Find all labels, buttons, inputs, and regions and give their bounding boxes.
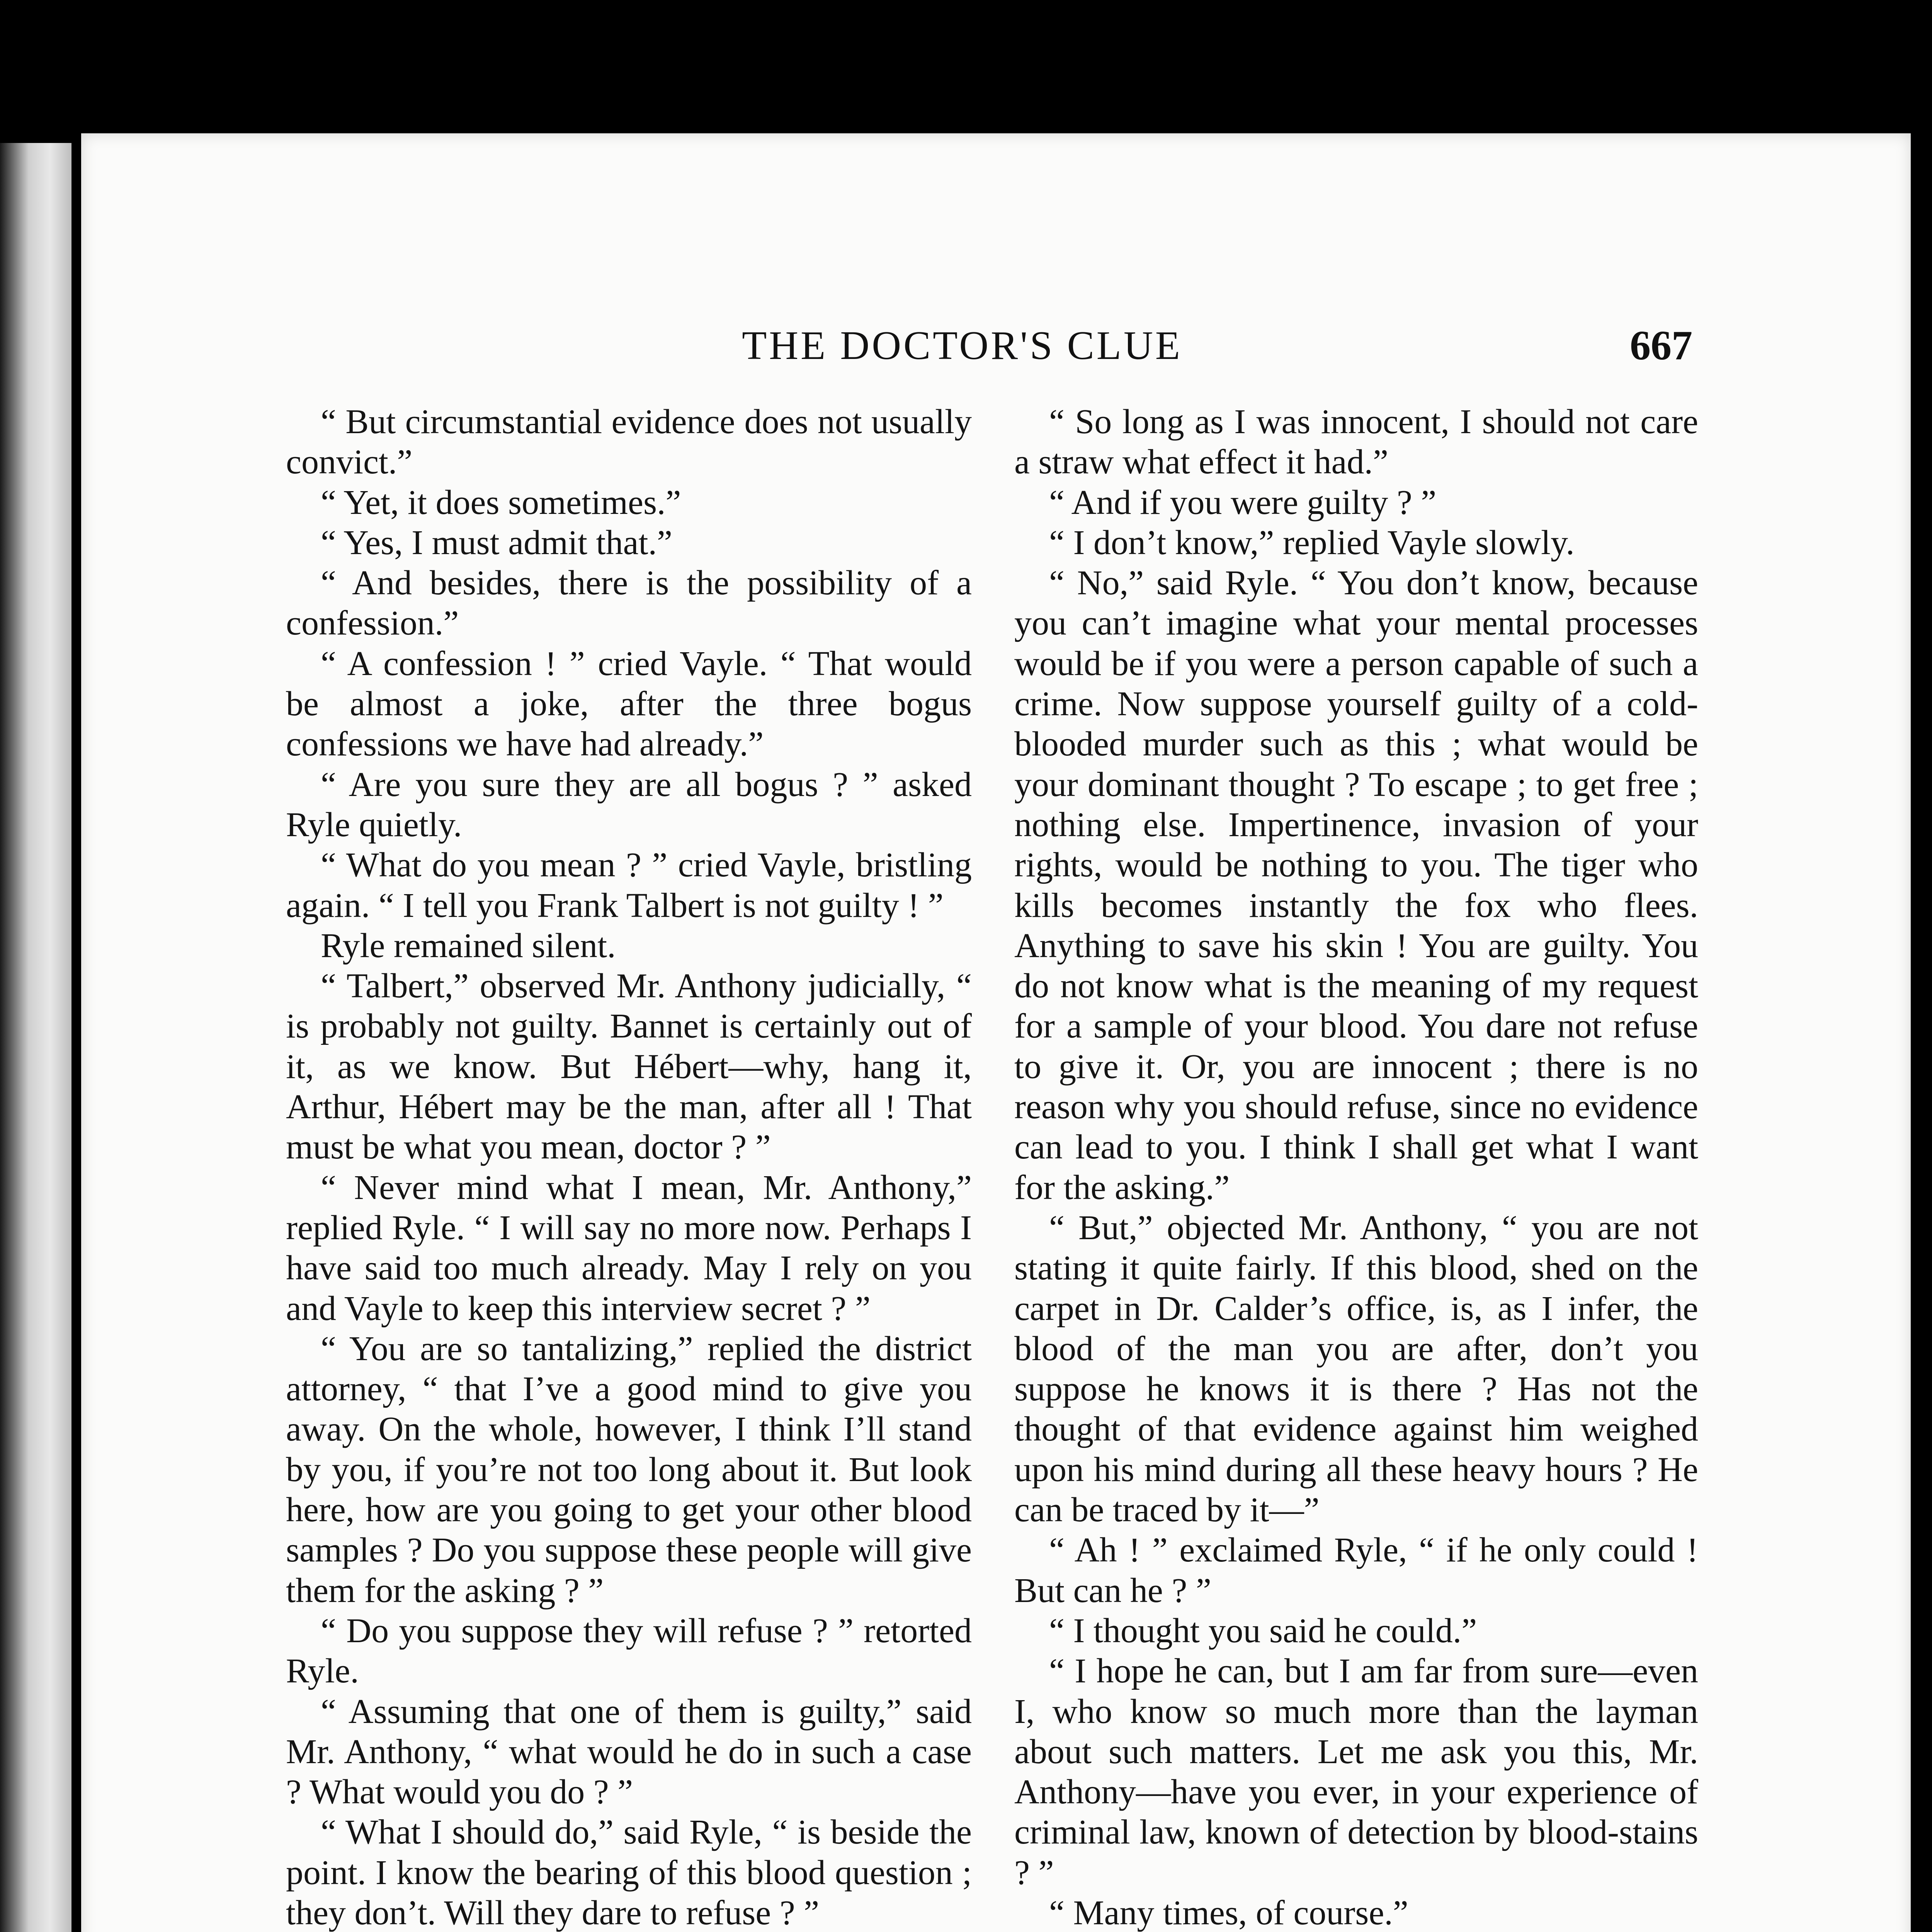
paragraph: “ What I should do,” said Ryle, “ is beside the point. I know the bearing of this blood question ; they don’t. Will they dare to refuse ? ” (286, 1813, 972, 1932)
paragraph: “ You are so tantalizing,” replied the district attorney, “ that I’ve a good mind to give you away. On the whole, however, I think I’ll stand by you, if you’re not too long about it. But look here, how are you going to get your other blood samples ? Do you suppose these people will give them for the asking ? ” (286, 1329, 972, 1610)
paragraph: “ I hope he can, but I am far from sure—even I, who know so much more than the layman about such matters. Let me ask you this, Mr. Anthony—have you ever, in your experience of criminal law, known of detection by blood-stains ? ” (1014, 1652, 1698, 1892)
paragraph: “ What do you mean ? ” cried Vayle, bristling again. “ I tell you Frank Talbert is not guilty ! ” (286, 846, 972, 925)
paragraph: “ But circumstantial evidence does not usually convict.” (286, 403, 972, 481)
paragraph: “ And besides, there is the possibility of a confession.” (286, 564, 972, 643)
paragraph: “ Ah ! ” exclaimed Ryle, “ if he only could ! But can he ? ” (1014, 1531, 1698, 1610)
paragraph: “ Yet, it does sometimes.” (321, 483, 681, 522)
paragraph: “ So long as I was innocent, I should not care a straw what effect it had.” (1014, 403, 1698, 481)
paragraph: “ Are you sure they are all bogus ? ” asked Ryle quietly. (286, 765, 972, 844)
paragraph: “ And if you were guilty ? ” (1049, 483, 1437, 522)
adjacent-page-edge (0, 143, 71, 1932)
paragraph: “ Do you suppose they will refuse ? ” retorted Ryle. (286, 1611, 972, 1690)
text-column-right (1014, 402, 1698, 1932)
paragraph: “ Many times, of course.” (1049, 1893, 1408, 1932)
page-number: 667 (1630, 323, 1692, 369)
text-column-left (286, 402, 972, 1932)
paragraph: “ But,” objected Mr. Anthony, “ you are not stating it quite fairly. If this blood, shed on the carpet in Dr. Calder’s office, is, as I infer, the blood of the man you are after, don’t you suppose he knows it is there ? Has not the thought of that evidence against him weighed upon his mind during all these heavy hours ? He can be traced by it—” (1014, 1208, 1698, 1529)
page-header (232, 322, 1692, 380)
paragraph: “ Talbert,” observed Mr. Anthony judicially, “ is probably not guilty. Bannet is certainly out of it, as we know. But Hébert—why, hang it, Arthur, Hébert may be the man, after all ! That must be what you mean, doctor ? ” (286, 967, 972, 1167)
paragraph: “ Never mind what I mean, Mr. Anthony,” replied Ryle. “ I will say no more now. Perhaps I have said too much already. May I rely on you and Vayle to keep this interview secret ? ” (286, 1168, 972, 1328)
paragraph: Ryle remained silent. (321, 926, 616, 965)
paragraph: “ I don’t know,” replied Vayle slowly. (1049, 523, 1575, 562)
paragraph: “ Assuming that one of them is guilty,” said Mr. Anthony, “ what would he do in such a case ? What would you do ? ” (286, 1692, 972, 1811)
paragraph: “ Yes, I must admit that.” (321, 523, 672, 562)
paragraph: “ A confession ! ” cried Vayle. “ That would be almost a joke, after the three bogus confessions we have had already.” (286, 644, 972, 764)
paragraph: “ No,” said Ryle. “ You don’t know, because you can’t imagine what your mental processes would be if you were a person capable of such a crime. Now suppose yourself guilty of a cold-blooded murder such as this ; what would be your dominant thought ? To escape ; to get free ; nothing else. Impertinence, invasion of your rights, would be nothing to you. The tiger who kills becomes instantly the fox who flees. Anything to save his skin ! You are guilty. You do not know what is the meaning of my request for a sample of your blood. You dare not refuse to give it. Or, you are innocent ; there is no reason why you should refuse, since no evidence can lead to you. I think I shall get what I want for the asking.” (1014, 564, 1698, 1207)
paragraph: “ I thought you said he could.” (1049, 1611, 1477, 1650)
running-title: THE DOCTOR'S CLUE (742, 323, 1182, 368)
